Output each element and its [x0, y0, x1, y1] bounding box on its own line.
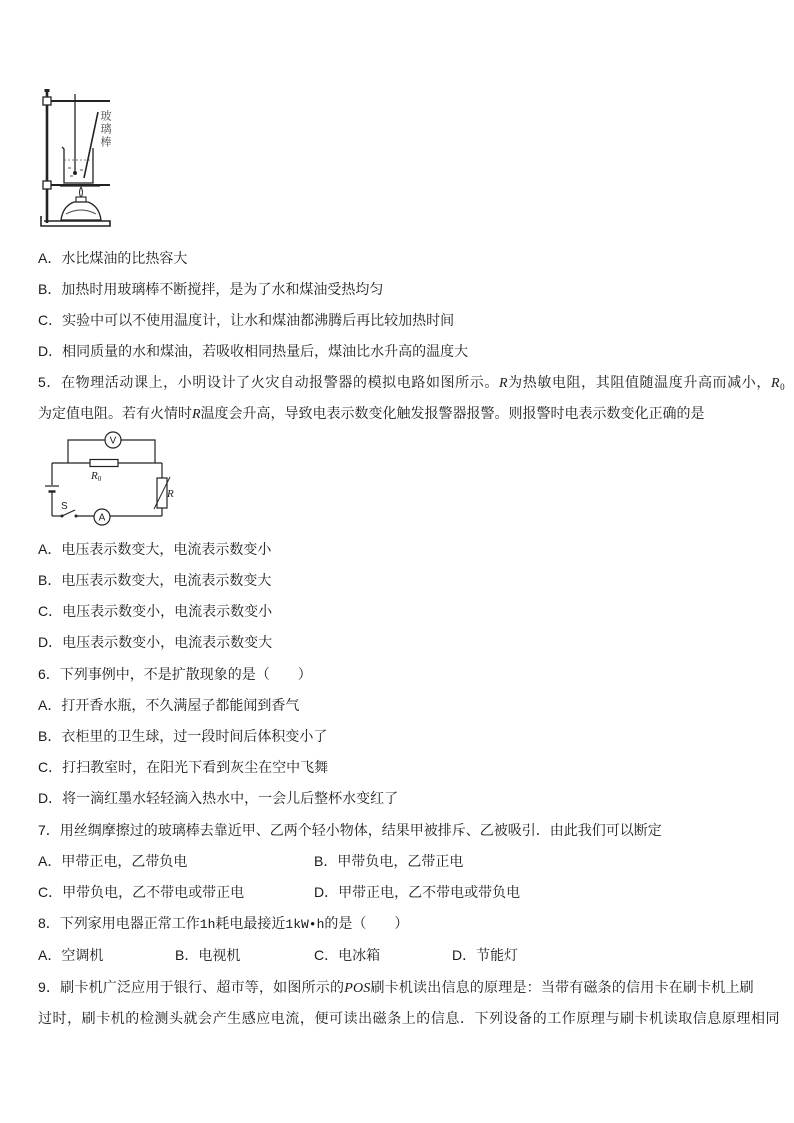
q7-option-a: A．甲带正电，乙带负电: [38, 853, 188, 869]
q5-text: 为定值电阻。若有火情时: [38, 405, 192, 421]
q9-text: 刷卡机读出信息的原理是：当带有磁条的信用卡在刷卡机上刷: [370, 979, 754, 995]
voltmeter-symbol: V: [109, 435, 117, 447]
q8-text: 8．下列家用电器正常工作: [38, 915, 200, 931]
fixed-resistor-r0: [90, 460, 118, 484]
q6-option-c: C．打扫教室时，在阳光下看到灰尘在空中飞舞: [38, 759, 329, 775]
q8-energy: 1kW•h: [285, 917, 325, 932]
q7-option-d: D．甲带正电，乙不带电或带负电: [314, 884, 521, 900]
circuit-wires: [52, 440, 162, 516]
q4-option-c: C．实验中可以不使用温度计，让水和煤油都沸腾后再比较加热时间: [38, 312, 455, 328]
ammeter-symbol: A: [98, 512, 106, 524]
glass-rod: [84, 112, 98, 178]
stand-rod-cap: [45, 89, 50, 92]
upper-clamp: [43, 97, 51, 105]
var-r: R: [192, 407, 201, 422]
switch-label: S: [61, 501, 68, 512]
var-r0-subscript: 0: [780, 382, 786, 392]
q6-option-a: A．打开香水瓶，不久满屋子都能闻到香气: [38, 697, 300, 713]
alcohol-lamp: [61, 187, 101, 220]
beaker: [62, 147, 93, 183]
q9-stem-line1: [38, 977, 754, 999]
var-r0: R: [770, 376, 781, 391]
q5-option-b: B．电压表示数变大，电流表示数变大: [38, 572, 272, 588]
q6-option-b: B．衣柜里的卫生球，过一段时间后体积变小了: [38, 728, 328, 744]
thermometer: [73, 94, 77, 175]
battery: [45, 486, 59, 492]
ammeter: [94, 509, 110, 525]
q5-stem-line1: [38, 372, 785, 397]
q8-option-a: A．空调机: [38, 947, 104, 963]
q5-option-d: D．电压表示数变小，电流表示数变大: [38, 634, 273, 650]
q5-stem-line2: [38, 403, 705, 425]
q8-stem: [38, 913, 408, 935]
q6-option-d: D．将一滴红墨水轻轻滴入热水中，一会儿后整杯水变红了: [38, 790, 399, 806]
var-r: R: [498, 376, 509, 391]
q9-stem-line2: 过时，刷卡机的检测头就会产生感应电流，便可读出磁条上的信息．下列设备的工作原理与刷卡机读取信息原理相同: [38, 1010, 781, 1026]
thermistor-label: R: [167, 488, 174, 500]
q5-option-a: A．电压表示数变大，电流表示数变小: [38, 541, 272, 557]
q9-text: 9．刷卡机广泛应用于银行、超市等，如图所示的: [38, 979, 345, 995]
q7-option-c: C．甲带负电，乙不带电或带正电: [38, 884, 245, 900]
q8-option-d: D．节能灯: [452, 947, 519, 963]
voltmeter: [105, 432, 121, 448]
thermistor-r: [154, 477, 174, 509]
q7-stem: 7．用丝绸摩擦过的玻璃棒去靠近甲、乙两个轻小物体，结果甲被排斥、乙被吸引．由此我们可以断定: [38, 822, 662, 838]
r0-label: R0: [91, 470, 102, 483]
q5-text: 温度会升高，导致电表示数变化触发报警器报警。则报警时电表示数变化正确的是: [200, 405, 705, 421]
q8-time: 1h: [199, 917, 216, 932]
q9-pos: POS: [344, 981, 371, 996]
heating-apparatus-figure: [36, 86, 120, 232]
q4-option-a: A．水比煤油的比热容大: [38, 250, 188, 266]
q5-option-c: C．电压表示数变小，电流表示数变小: [38, 603, 273, 619]
q8-option-c: C．电冰箱: [314, 947, 381, 963]
fire-alarm-circuit-figure: [40, 430, 180, 530]
glass-rod-label: 玻璃棒: [99, 110, 112, 149]
q5-text: 为热敏电阻，其阻值随温度升高而减小，: [508, 374, 771, 390]
q7-option-b: B．甲带负电，乙带正电: [314, 853, 464, 869]
q8-text: 耗电最接近: [215, 915, 286, 931]
q4-option-d: D．相同质量的水和煤油，若吸收相同热量后，煤油比水升高的温度大: [38, 343, 469, 359]
ring-clamp: [43, 181, 51, 189]
q8-text: 的是（ ）: [324, 915, 409, 931]
q8-option-b: B．电视机: [175, 947, 241, 963]
q4-option-b: B．加热时用玻璃棒不断搅拌，是为了水和煤油受热均匀: [38, 281, 384, 297]
q6-stem: 6．下列事例中，不是扩散现象的是（ ）: [38, 666, 312, 682]
q5-text: 5．在物理活动课上，小明设计了火灾自动报警器的模拟电路如图所示。: [38, 374, 499, 390]
